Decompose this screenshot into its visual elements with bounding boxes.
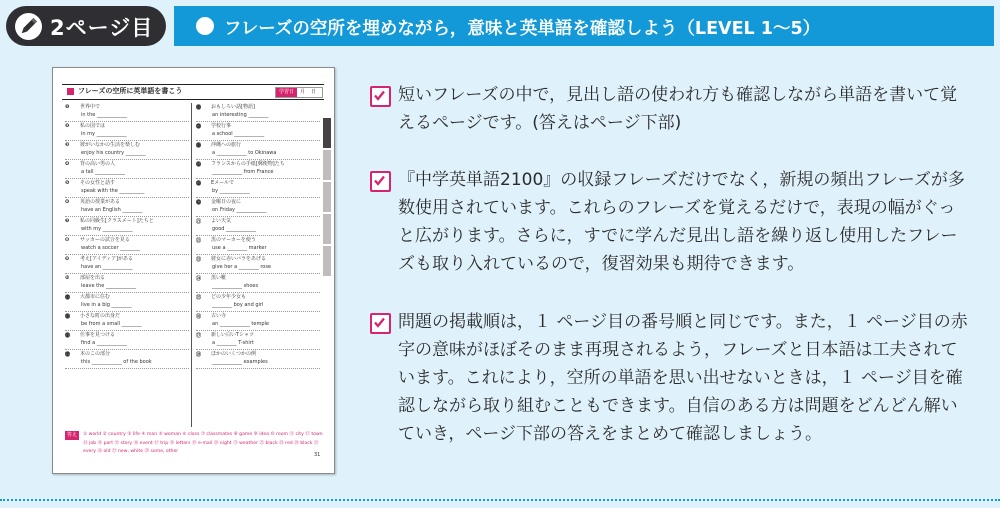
item-number: ㉓ [196, 257, 202, 263]
item-number: ㉔ [196, 276, 202, 282]
page-title: フレーズの空所を埋めながら，意味と英単語を確認しよう（LEVEL 1〜5） [224, 19, 821, 39]
right-phrase-column [196, 103, 320, 369]
index-tab [323, 118, 331, 148]
item-japanese: 古い寺 [211, 313, 227, 319]
phrase-item [196, 312, 320, 331]
item-japanese: 学校行事 [211, 123, 232, 129]
page-label: 2ページ目 [50, 16, 154, 40]
item-english: an ____________ temple [212, 321, 269, 327]
phrase-item [65, 255, 189, 274]
phrase-item [196, 274, 320, 293]
phrase-item [196, 350, 320, 369]
item-japanese: 新しい白いTシャツ [211, 332, 254, 338]
item-number: ㉑ [196, 219, 202, 225]
item-english: an interesting ________ [212, 112, 269, 118]
header [0, 0, 1000, 52]
item-number: ❹ [65, 161, 70, 167]
item-japanese: 私の国では [80, 123, 106, 129]
phrase-item [65, 141, 189, 160]
square-marker-icon [67, 88, 74, 95]
phrase-item [65, 198, 189, 217]
point-text: 『中学英単語2100』の収録フレーズだけでなく，新規の頻出フレーズが多数使用されています。これらのフレーズを覚えるだけで，表現の幅がぐっと広がります。さらに，すでに学んだ見出し語を繰り返し使用したフレーズも取り入れているので，復習効果も期待できます。 [398, 170, 965, 274]
item-number: ⓯ [196, 105, 202, 111]
item-number: ⓲ [196, 162, 202, 168]
item-japanese: フランスからの手紙[郵便物]たち [211, 161, 285, 167]
page-number: 31 [314, 452, 321, 458]
answer-section [65, 431, 323, 461]
item-number: ❽ [65, 237, 70, 243]
phrase-item [65, 236, 189, 255]
left-phrase-column [65, 103, 189, 369]
item-japanese: 大都市に住む [80, 294, 111, 300]
item-japanese: サッカーの試合を見る [80, 237, 130, 243]
dotted-divider [0, 499, 1000, 501]
item-english: leave the ____________ [81, 283, 136, 289]
item-number: ⓳ [196, 181, 202, 187]
item-japanese: 背の高い男の人 [80, 161, 116, 167]
study-date-label: 学習日 [276, 88, 297, 97]
item-english: good ____________ [212, 226, 257, 232]
phrase-item [196, 331, 320, 350]
phrase-item [65, 331, 189, 350]
item-english: ____________ shoes [212, 283, 259, 289]
item-japanese: 部屋を出る [80, 275, 106, 281]
item-english: with my ____________ [81, 226, 133, 232]
phrase-item [65, 312, 189, 331]
phrase-item [196, 160, 320, 179]
study-month: 月 [300, 89, 306, 95]
item-number: ❻ [65, 199, 70, 205]
item-english: enjoy his country ________ [81, 150, 146, 156]
item-english: on Friday ____________ [212, 207, 267, 213]
item-english: in my ____________ [81, 131, 127, 137]
item-english: ____________ examples [212, 359, 268, 365]
item-number: ⓬ [65, 314, 71, 320]
phrase-item [65, 179, 189, 198]
item-japanese: ほかのいくつかの例 [211, 351, 257, 357]
item-number: ㉕ [196, 295, 202, 301]
study-day: 日 [311, 89, 317, 95]
phrase-item [196, 103, 320, 122]
item-number: ㉗ [196, 333, 202, 339]
study-date-box [275, 87, 323, 98]
item-number: ❺ [65, 180, 70, 186]
phrase-item [196, 217, 320, 236]
item-english: by ____________ [212, 188, 250, 194]
check-icon [370, 86, 391, 107]
item-english: ____________ from France [212, 169, 274, 175]
item-japanese: その女性と話す [80, 180, 116, 186]
phrase-item [65, 160, 189, 179]
bullet-dot-icon [196, 17, 214, 35]
point-text: 短いフレーズの中で，見出し語の使われ方も確認しながら単語を書いて覚えるページです。(答えはページ下部) [398, 85, 958, 133]
index-tab [323, 150, 331, 180]
item-number: ⓮ [65, 352, 71, 358]
item-number: ㉘ [196, 352, 202, 358]
phrase-item [65, 274, 189, 293]
item-japanese: 彼女に赤いバラをあげる [211, 256, 267, 262]
item-english: speak with the __________ [81, 188, 145, 194]
item-english: use a ________ marker [212, 245, 267, 251]
item-number: ⓫ [65, 295, 71, 301]
phrase-item [65, 293, 189, 312]
phrase-item [196, 179, 320, 198]
title-bar [174, 6, 994, 46]
item-japanese: 本のこの部分 [80, 351, 111, 357]
item-english: have an ____________ [81, 264, 133, 270]
item-english: this ____________ of the book [81, 359, 152, 365]
thumbnail-header [62, 84, 324, 100]
answer-list: ① world ② country ③ life ④ man ⑤ woman ⑥ class ⑦ classmates ⑧ game ⑨ idea ⑩ room ⑪ city ⑫ town ⑬ job ⑭ part ⑮ story ⑯ event ⑰ trip ⑱ letters ⑲ e-mail ⑳ night ㉑ weather ㉒ black ㉓ red ㉔ black ㉕ every ㉖ old ㉗ new, white ㉘ some, other [83, 432, 323, 454]
item-japanese: 私の同級生[クラスメート]たちと [80, 218, 154, 224]
item-japanese: どの少年少女も [211, 294, 247, 300]
item-japanese: 仕事を見つける [80, 332, 116, 338]
phrase-item [196, 236, 320, 255]
item-english: a school ____________ [212, 131, 265, 137]
page-label-badge [6, 6, 166, 46]
phrase-item [65, 350, 189, 369]
item-english: ________ boy and girl [212, 302, 264, 308]
answer-label: 答え [66, 432, 77, 438]
item-number: ❼ [65, 218, 70, 224]
phrase-item [196, 293, 320, 312]
pencil-icon [15, 13, 42, 40]
item-number: ❿ [65, 275, 70, 281]
item-japanese: 黒のマーカーを使う [211, 237, 256, 243]
phrase-item [196, 141, 320, 160]
item-number: ㉖ [196, 314, 202, 320]
item-english: watch a soccer ________ [81, 245, 141, 251]
item-number: ❶ [65, 104, 70, 110]
item-number: ⓭ [65, 333, 71, 339]
phrase-item [196, 198, 320, 217]
phrase-item [65, 217, 189, 236]
column-divider [191, 103, 192, 427]
item-number: ❾ [65, 256, 70, 262]
phrase-item [196, 255, 320, 274]
point-text: 問題の掲載順は，１ ページ目の番号順と同じです。また，１ ページ目の赤字の意味がほぼそのまま再現されるよう，フレーズと日本語は工夫されています。これにより，空所の単語を思い出せないときは，１ ページ目を確認しながら取り組むこともできます。自信のある方は問題をどんどん解いていき，ページ下部の答えをまとめて確認しましょう。 [398, 312, 968, 444]
item-number: ❸ [65, 142, 70, 148]
item-number: ㉒ [196, 238, 202, 244]
item-japanese: おもしろい話[物語] [211, 104, 255, 110]
item-japanese: 小さな町の出身だ [80, 313, 121, 319]
item-number: ⓰ [196, 124, 202, 130]
item-japanese: 考え[アイディア]がある [80, 256, 134, 262]
item-english: give her a ________ rose [212, 264, 272, 270]
item-english: find a ____________ [81, 340, 127, 346]
item-number: ❷ [65, 123, 70, 129]
index-tab [323, 182, 331, 212]
item-english: a ____________ to Okinawa [212, 150, 277, 156]
item-number: ⓴ [196, 200, 202, 206]
index-tab [323, 246, 331, 276]
side-index-tabs [323, 118, 331, 328]
sample-page-thumbnail [52, 67, 335, 474]
phrase-item [196, 122, 320, 141]
item-english: be from a small ________ [81, 321, 142, 327]
item-japanese: 世界中で [80, 104, 101, 110]
item-number: ⓱ [196, 143, 202, 149]
thumbnail-title: フレーズの空所に英単語を書こう [78, 87, 183, 95]
item-japanese: 彼がいなかの生活を楽しむ [80, 142, 141, 148]
check-icon [370, 171, 391, 192]
item-english: a ________ T-shirt [212, 340, 254, 346]
item-japanese: Eメールで [211, 180, 235, 186]
item-english: in the ____________ [81, 112, 127, 118]
item-japanese: よい天気 [211, 218, 232, 224]
item-japanese: 沖縄への旅行 [211, 142, 242, 148]
index-tab [323, 214, 331, 244]
item-japanese: 黒い靴 [211, 275, 227, 281]
phrase-item [65, 122, 189, 141]
item-english: a tall ____________ [81, 169, 126, 175]
item-japanese: 英語の授業がある [80, 199, 121, 205]
item-english: have an English ________ [81, 207, 143, 213]
item-english: live in a big ________ [81, 302, 132, 308]
item-japanese: 金曜日の夜に [211, 199, 242, 205]
phrase-item [65, 103, 189, 122]
check-icon [370, 313, 391, 334]
